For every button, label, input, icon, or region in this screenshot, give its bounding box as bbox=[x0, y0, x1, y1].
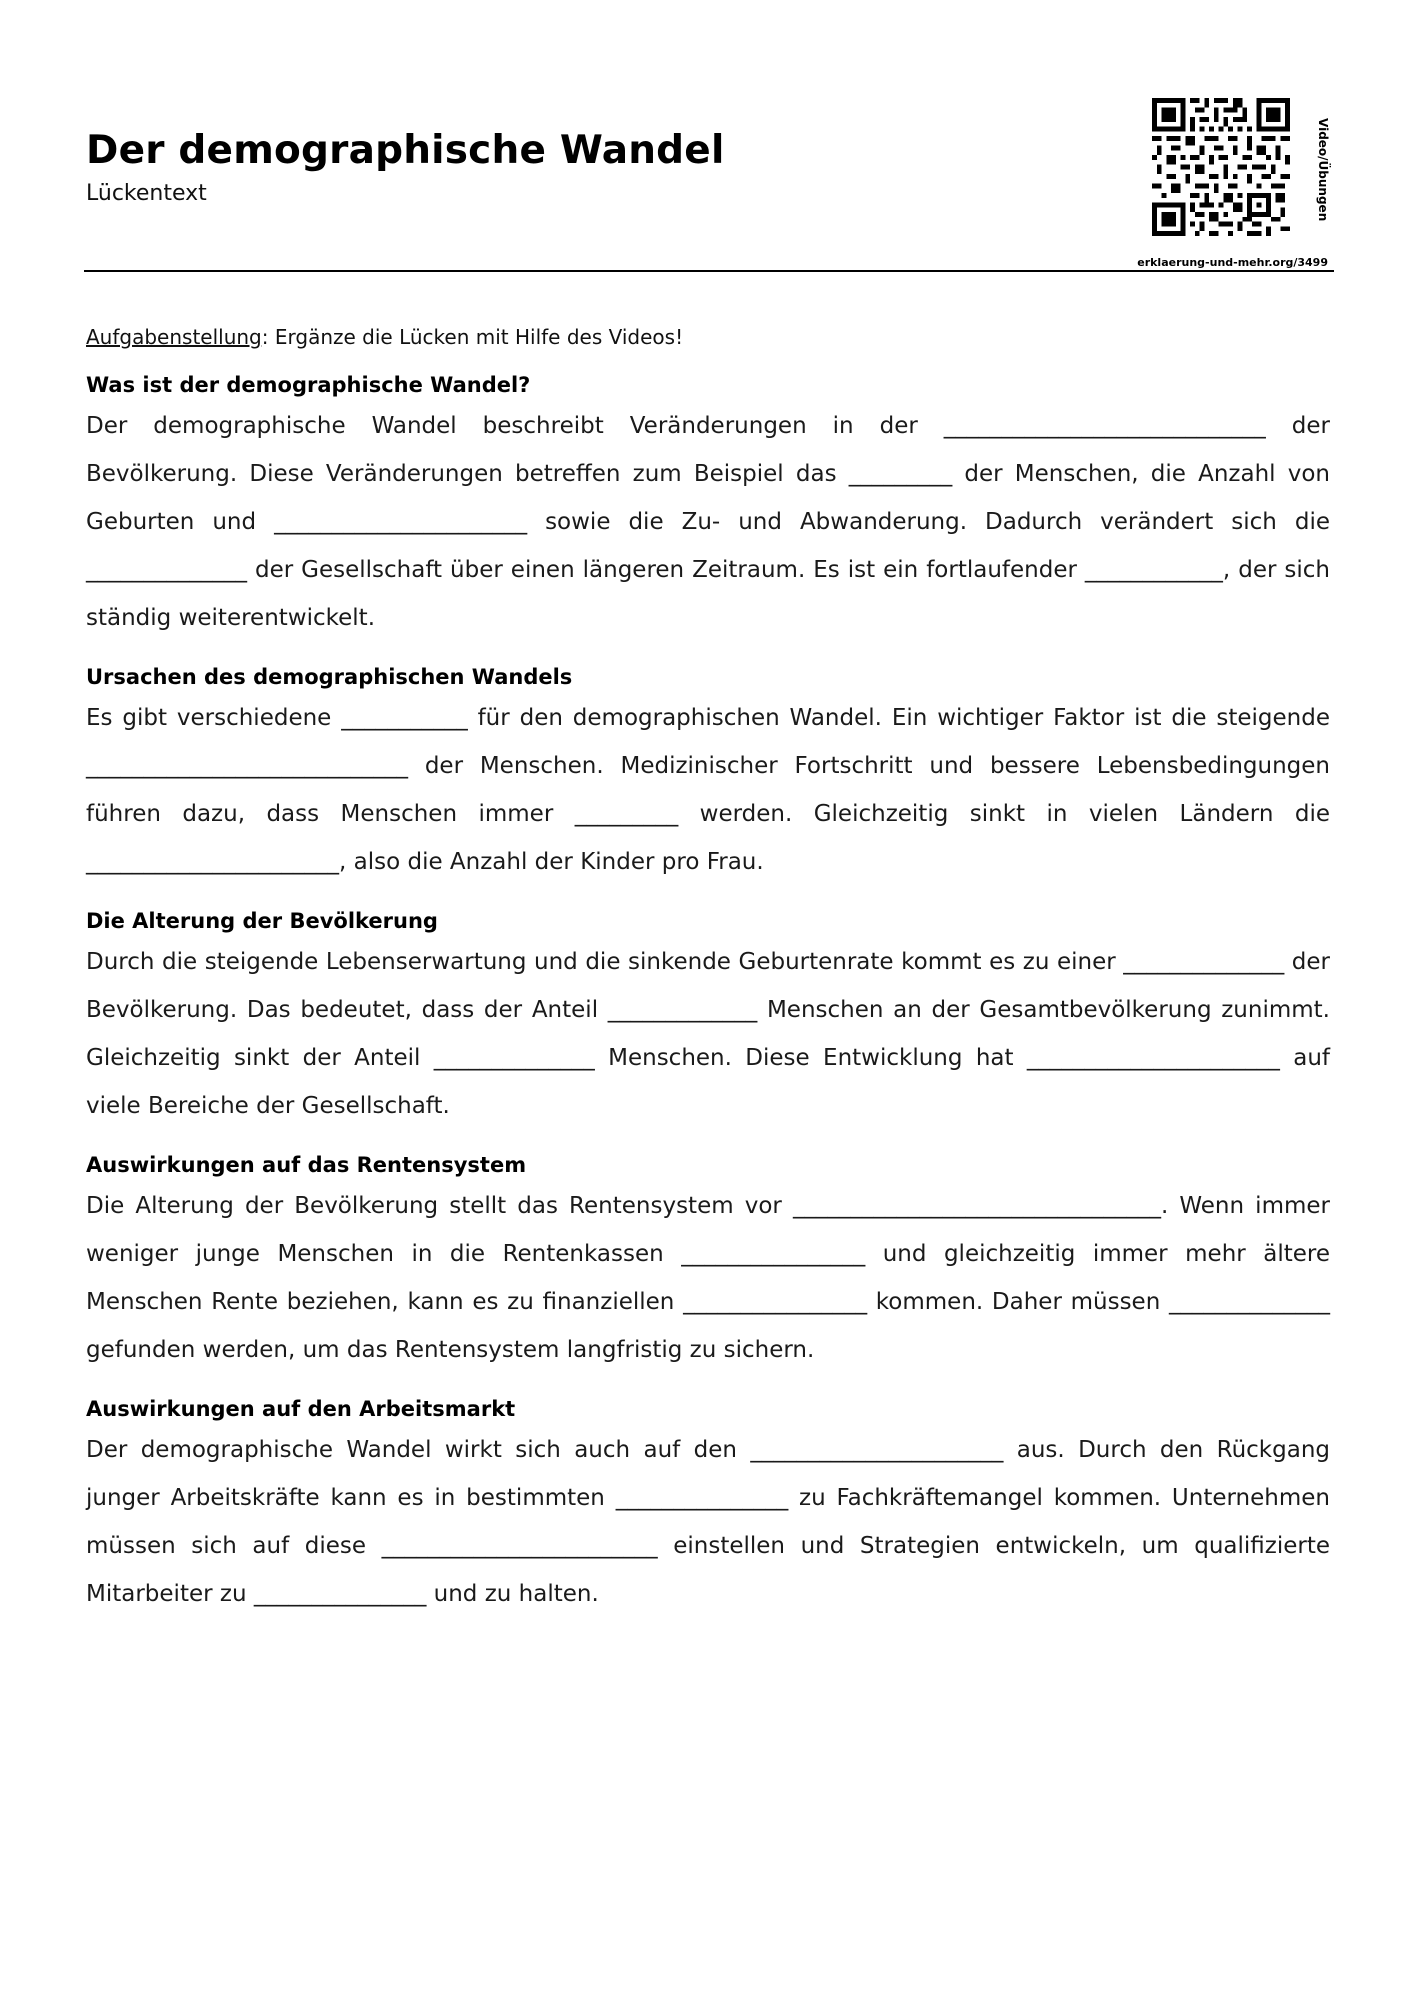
task-instruction bbox=[86, 322, 1330, 352]
cloze-paragraph: Der demographische Wandel wirkt sich auch auf den ______________________ aus. Durch den Rückgang junger Arbeitskräfte kann es in bestimmten _______________ zu Fachkräftemangel kommen. Unternehmen müssen sich auf diese ________________________ einstellen und Strategien entwickeln, um qualifizierte Mitarbeiter zu _______________ und zu halten. bbox=[86, 1437, 1330, 1607]
header-divider bbox=[84, 270, 1334, 272]
source-url: erklaerung-und-mehr.org/3499 bbox=[1137, 256, 1328, 269]
qr-code-icon bbox=[1152, 98, 1290, 236]
section-definition bbox=[86, 368, 1330, 642]
task-label: Aufgabenstellung bbox=[86, 325, 262, 349]
section-heading: Auswirkungen auf den Arbeitsmarkt bbox=[86, 1397, 516, 1421]
section-heading: Auswirkungen auf das Rentensystem bbox=[86, 1153, 527, 1177]
video-exercises-label: Video/Übungen bbox=[1316, 118, 1330, 222]
cloze-paragraph: Es gibt verschiedene ___________ für den demographischen Wandel. Ein wichtiger Faktor ist die steigende ____________________________ der Menschen. Medizinischer Fortschritt und bessere Lebensbedingungen führen dazu, dass Menschen immer _________ werden. Gleichzeitig sinkt in vielen Ländern die ______________________, also die Anzahl der Kinder pro Frau. bbox=[86, 705, 1330, 875]
page-subtitle: Lückentext bbox=[86, 181, 207, 206]
section-heading: Ursachen des demographischen Wandels bbox=[86, 665, 573, 689]
cloze-paragraph: Die Alterung der Bevölkerung stellt das Rentensystem vor ________________________________. Wenn immer weniger junge Menschen in die Rentenkassen ________________ und gleichzeitig immer mehr ältere Menschen Rente beziehen, kann es zu finanziellen ________________ kommen. Daher müssen ______________ gefunden werden, um das Rentensystem langfristig zu sichern. bbox=[86, 1193, 1330, 1363]
section-aging bbox=[86, 904, 1330, 1130]
worksheet-content bbox=[86, 322, 1330, 1636]
section-pension-system bbox=[86, 1148, 1330, 1374]
section-heading: Was ist der demographische Wandel? bbox=[86, 373, 531, 397]
section-causes bbox=[86, 660, 1330, 886]
cloze-paragraph: Der demographische Wandel beschreibt Veränderungen in der ____________________________ der Bevölkerung. Diese Veränderungen betreffen zum Beispiel das _________ der Menschen, die Anzahl von Geburten und ______________________ sowie die Zu- und Abwanderung. Dadurch verändert sich die ______________ der Gesellschaft über einen längeren Zeitraum. Es ist ein fortlaufender ____________, der sich ständig weiterentwickelt. bbox=[86, 413, 1330, 631]
task-text: : Ergänze die Lücken mit Hilfe des Videos! bbox=[261, 325, 684, 349]
cloze-paragraph: Durch die steigende Lebenserwartung und die sinkende Geburtenrate kommt es zu einer ______________ der Bevölkerung. Das bedeutet, dass der Anteil _____________ Menschen an der Gesamtbevölkerung zunimmt. Gleichzeitig sinkt der Anteil ______________ Menschen. Diese Entwicklung hat ______________________ auf viele Bereiche der Gesellschaft. bbox=[86, 949, 1330, 1119]
section-heading: Die Alterung der Bevölkerung bbox=[86, 909, 438, 933]
worksheet-header bbox=[86, 128, 725, 206]
section-labor-market bbox=[86, 1392, 1330, 1618]
page-title: Der demographische Wandel bbox=[86, 128, 725, 173]
